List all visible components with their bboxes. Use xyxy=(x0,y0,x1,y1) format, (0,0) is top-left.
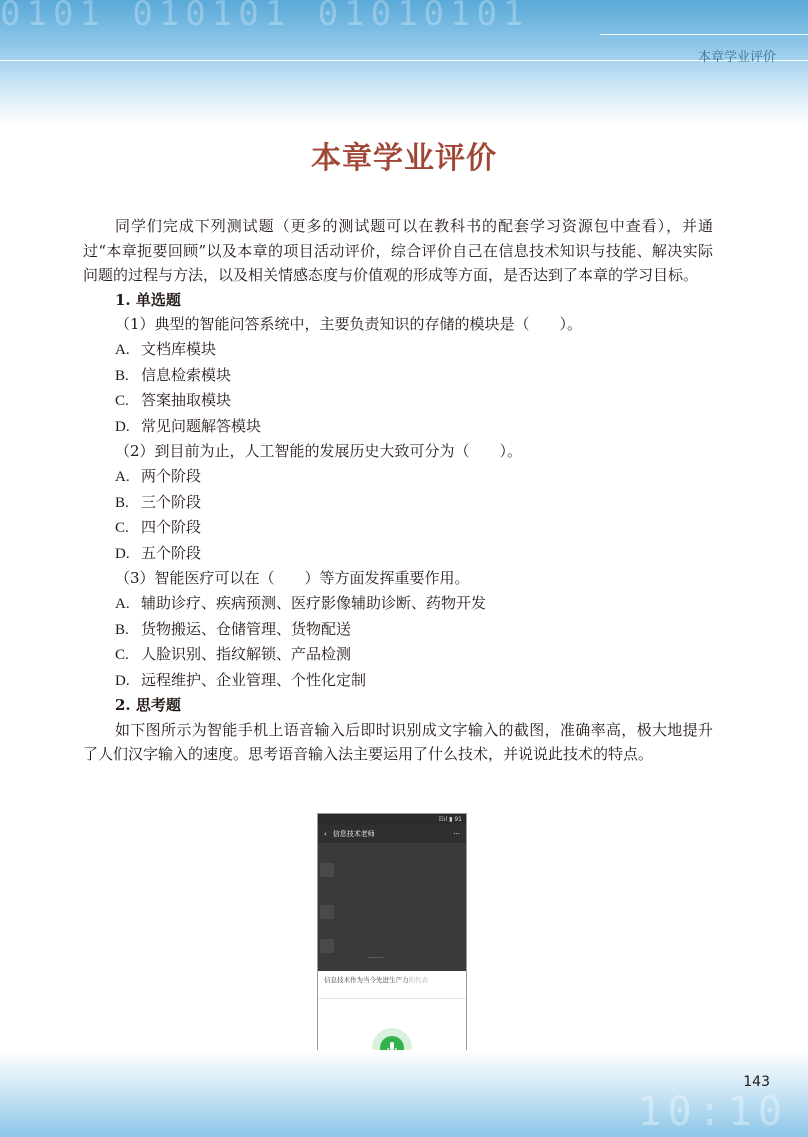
option-letter: B. xyxy=(115,621,129,638)
option-letter: B. xyxy=(115,494,129,511)
section-heading-thinking: 2. 思考题 xyxy=(115,696,181,715)
phone-status-bar: ☷ıl ▮ 91 xyxy=(318,814,466,825)
recognized-text: 信息技术作为当今先进生产力 xyxy=(324,976,409,984)
section-heading-choice: 1. 单选题 xyxy=(115,290,181,309)
option-text: 四个阶段 xyxy=(141,518,202,537)
avatar xyxy=(320,863,334,877)
option-item xyxy=(83,591,713,617)
option-item xyxy=(83,642,713,668)
option-item xyxy=(83,337,713,363)
option-text: 信息检索模块 xyxy=(141,365,232,384)
option-letter: C. xyxy=(115,393,129,410)
option-text: 三个阶段 xyxy=(141,492,202,511)
banner-digits-decoration: 0101 010101 01010101 xyxy=(0,0,530,34)
option-text: 辅助诊疗、疾病预测、医疗影像辅助诊断、药物开发 xyxy=(141,593,487,612)
option-letter: D. xyxy=(115,545,130,562)
option-text: 货物搬运、仓储管理、货物配送 xyxy=(141,619,352,638)
faded-message: ───── xyxy=(368,955,384,961)
intro-paragraph: 同学们完成下列测试题（更多的测试题可以在教科书的配套学习资源包中查看），并通过“本章扼要回顾”以及本章的项目活动评价，综合评价自己在信息技术知识与技能、解决实际问题的过程与方法，以及相关情感态度与价值观的形成等方面，是否达到了本章的学习目标。 xyxy=(83,217,713,285)
avatar xyxy=(320,905,334,919)
option-letter: D. xyxy=(115,418,130,435)
option-text: 文档库模块 xyxy=(141,339,217,358)
thinking-paragraph: 如下图所示为智能手机上语音输入后即时识别成文字输入的截图，准确率高，极大地提升了人们汉字输入的速度。思考语音输入法主要运用了什么技术，并说说此技术的特点。 xyxy=(83,720,713,764)
phone-screenshot-figure xyxy=(317,813,467,1077)
option-letter: A. xyxy=(115,468,130,485)
question-stem: （2）到目前为止，人工智能的发展历史大致可分为（ ）。 xyxy=(115,442,523,461)
footer-decoration xyxy=(0,1050,808,1137)
option-text: 常见问题解答模块 xyxy=(141,416,262,435)
option-item xyxy=(83,617,713,643)
question-stem: （3）智能医疗可以在（ ）等方面发挥重要作用。 xyxy=(115,569,470,588)
phone-chat-header xyxy=(318,825,466,843)
option-text: 人脸识别、指纹解锁、产品检测 xyxy=(141,645,352,664)
chat-contact-name: 信息技术老师 xyxy=(332,830,375,838)
phone-chat-area xyxy=(318,843,466,971)
option-letter: A. xyxy=(115,341,130,358)
option-item xyxy=(83,464,713,490)
avatar xyxy=(320,939,334,953)
option-item xyxy=(83,490,713,516)
option-item xyxy=(83,363,713,389)
option-letter: D. xyxy=(115,672,130,689)
option-item xyxy=(83,388,713,414)
option-letter: C. xyxy=(115,520,129,537)
option-item xyxy=(83,668,713,694)
option-item xyxy=(83,541,713,567)
option-item xyxy=(83,515,713,541)
back-icon: ‹ xyxy=(324,830,327,838)
option-item xyxy=(83,414,713,440)
phone-input-box xyxy=(318,971,466,999)
option-text: 远程维护、企业管理、个性化定制 xyxy=(141,670,367,689)
option-text: 五个阶段 xyxy=(141,543,202,562)
page-title: 本章学业评价 xyxy=(311,141,497,176)
option-text: 两个阶段 xyxy=(141,466,202,485)
main-content xyxy=(83,214,713,767)
option-letter: B. xyxy=(115,367,129,384)
more-icon: ··· xyxy=(453,830,460,838)
option-letter: C. xyxy=(115,647,129,664)
question-stem: （1）典型的智能问答系统中，主要负责知识的存储的模块是（ ）。 xyxy=(115,315,583,334)
option-text: 答案抽取模块 xyxy=(141,391,232,410)
running-head: 本章学业评价 xyxy=(697,50,776,65)
page-number: 143 xyxy=(743,1074,770,1090)
header-banner xyxy=(0,0,808,125)
footer-digits-decoration: 10:10 xyxy=(637,1089,788,1135)
option-letter: A. xyxy=(115,595,130,612)
pending-text: 的代表 xyxy=(408,976,428,984)
